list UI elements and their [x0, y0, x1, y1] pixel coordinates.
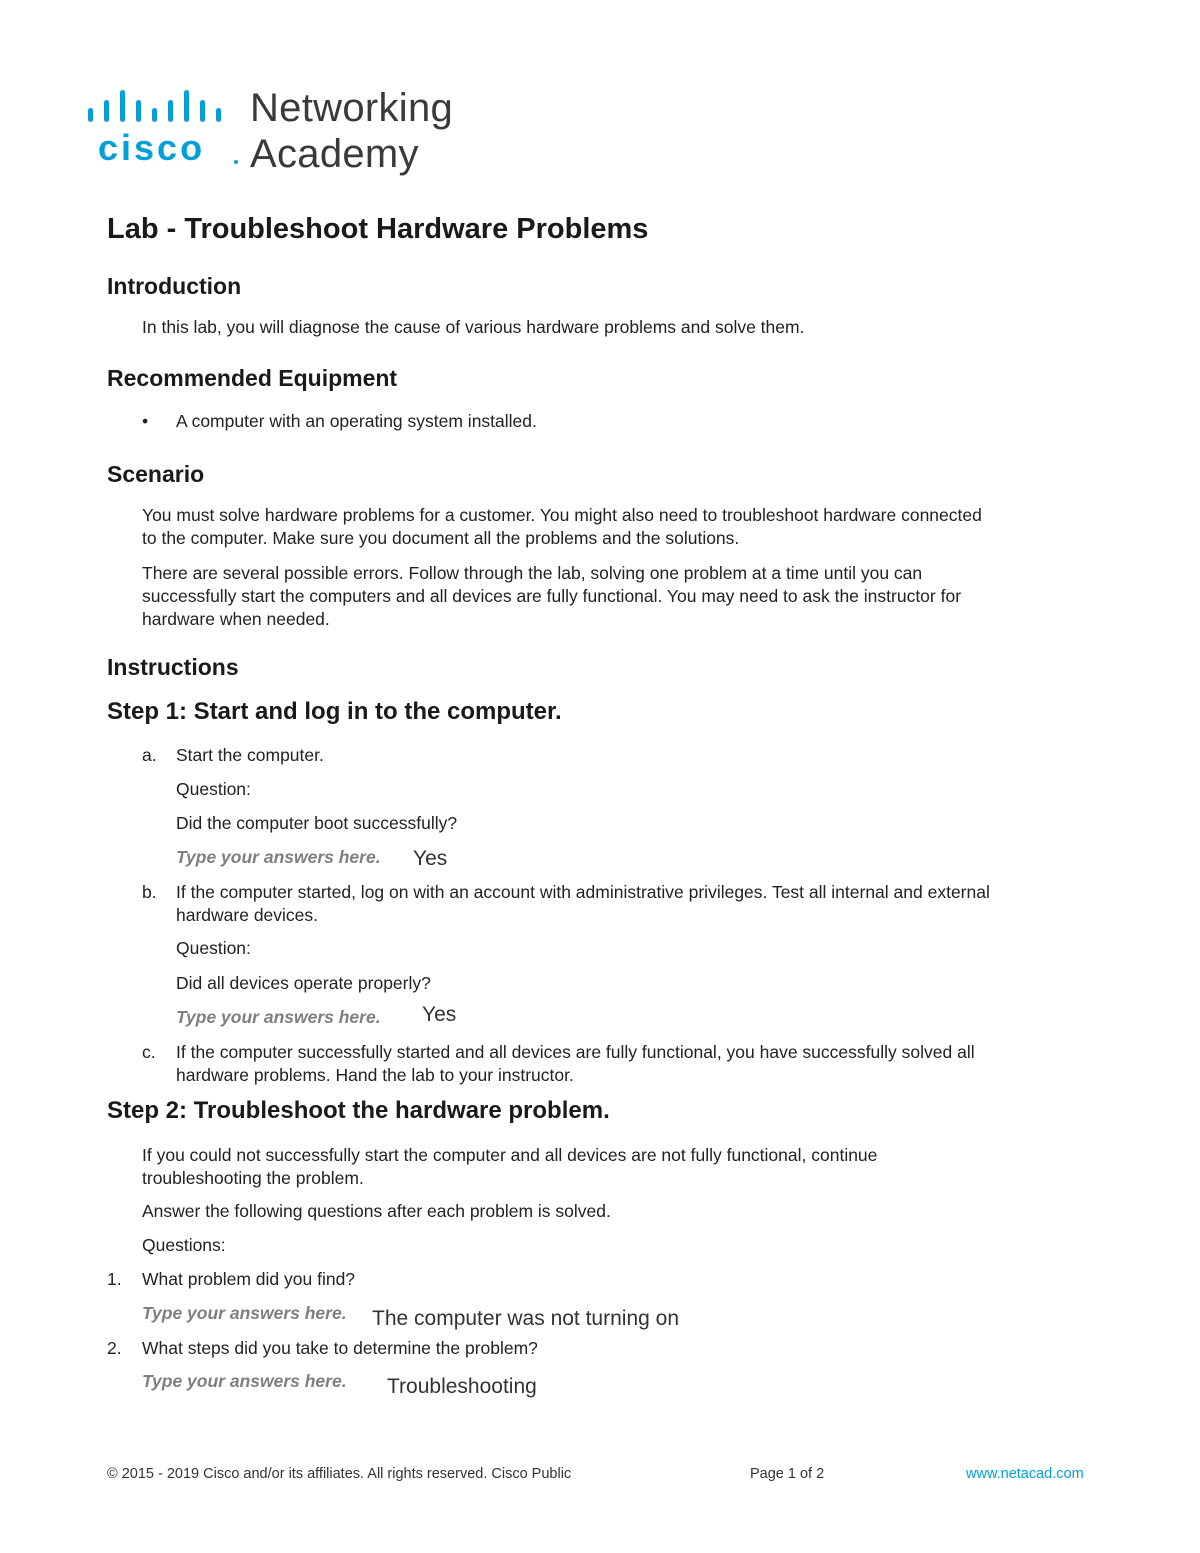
- footer-copyright: © 2015 - 2019 Cisco and/or its affiliates. All rights reserved. Cisco Public: [107, 1466, 572, 1482]
- text-line: If the computer started, log on with an account with administrative privileges. Test all internal and external: [176, 882, 990, 902]
- text-line: There are several possible errors. Follow through the lab, solving one problem at a time until you can: [142, 563, 923, 583]
- step1-heading: Step 1: Start and log in to the computer.: [107, 698, 562, 725]
- equipment-heading: Recommended Equipment: [107, 365, 398, 391]
- questions-label: Questions:: [142, 1235, 226, 1255]
- step1-item-b-text: [176, 881, 990, 927]
- text-line: hardware when needed.: [142, 609, 330, 629]
- page-title: Lab - Troubleshoot Hardware Problems: [107, 213, 649, 245]
- scenario-paragraph-2: [142, 562, 961, 631]
- trademark-dot: [234, 160, 238, 164]
- instructions-heading: Instructions: [107, 654, 239, 680]
- question-label: Question:: [176, 779, 251, 799]
- step1-item-c-marker: c.: [142, 1042, 156, 1062]
- introduction-text: In this lab, you will diagnose the cause of various hardware problems and solve them.: [142, 317, 805, 337]
- answer-placeholder[interactable]: Type your answers here.: [176, 1007, 381, 1027]
- cisco-wordmark: cisco: [98, 127, 206, 168]
- answer-text[interactable]: Yes: [413, 847, 448, 870]
- bullet-marker: •: [142, 411, 149, 431]
- footer-page-number: Page 1 of 2: [750, 1466, 825, 1482]
- question-1-marker: 1.: [107, 1269, 122, 1289]
- text-line: If the computer successfully started and all devices are fully functional, you have successfully solved all: [176, 1042, 975, 1062]
- text-line: If you could not successfully start the computer and all devices are not fully functional, continue: [142, 1145, 878, 1165]
- question-2-text: What steps did you take to determine the problem?: [142, 1338, 538, 1358]
- step2-intro: [142, 1144, 877, 1190]
- question-label: Question:: [176, 938, 251, 958]
- answer-text[interactable]: The computer was not turning on: [372, 1307, 680, 1330]
- brand-line-networking: Networking: [250, 86, 454, 130]
- step1-item-a-marker: a.: [142, 745, 157, 765]
- scenario-paragraph-1: [142, 504, 982, 550]
- cisco-bridge-icon: [88, 88, 238, 128]
- footer-website-link[interactable]: www.netacad.com: [966, 1466, 1084, 1482]
- question-text: Did the computer boot successfully?: [176, 813, 458, 833]
- answer-text[interactable]: Yes: [422, 1003, 457, 1026]
- answer-text[interactable]: Troubleshooting: [387, 1375, 537, 1398]
- equipment-item: A computer with an operating system installed.: [176, 411, 537, 431]
- text-line: hardware devices.: [176, 905, 319, 925]
- question-text: Did all devices operate properly?: [176, 973, 431, 993]
- brand-line-academy: Academy: [250, 132, 419, 176]
- text-line: You must solve hardware problems for a customer. You might also need to troubleshoot hardware connected: [142, 505, 982, 525]
- step1-item-c-text: [176, 1041, 975, 1087]
- step1-item-a-text: Start the computer.: [176, 745, 324, 765]
- step2-heading: Step 2: Troubleshoot the hardware problem.: [107, 1097, 610, 1124]
- answer-placeholder[interactable]: Type your answers here.: [142, 1303, 347, 1323]
- step1-item-b-marker: b.: [142, 882, 157, 902]
- text-line: to the computer. Make sure you document all the problems and the solutions.: [142, 528, 740, 548]
- question-2-marker: 2.: [107, 1338, 122, 1358]
- introduction-heading: Introduction: [107, 273, 242, 299]
- question-1-text: What problem did you find?: [142, 1269, 356, 1289]
- cisco-networking-academy-logo: [88, 88, 468, 178]
- text-line: successfully start the computers and all devices are fully functional. You may need to ask the instructor for: [142, 586, 962, 606]
- text-line: troubleshooting the problem.: [142, 1168, 364, 1188]
- scenario-heading: Scenario: [107, 461, 205, 487]
- answer-placeholder[interactable]: Type your answers here.: [176, 847, 381, 867]
- text-line: hardware problems. Hand the lab to your instructor.: [176, 1065, 574, 1085]
- answer-placeholder[interactable]: Type your answers here.: [142, 1371, 347, 1391]
- step2-instruction: Answer the following questions after each problem is solved.: [142, 1201, 611, 1221]
